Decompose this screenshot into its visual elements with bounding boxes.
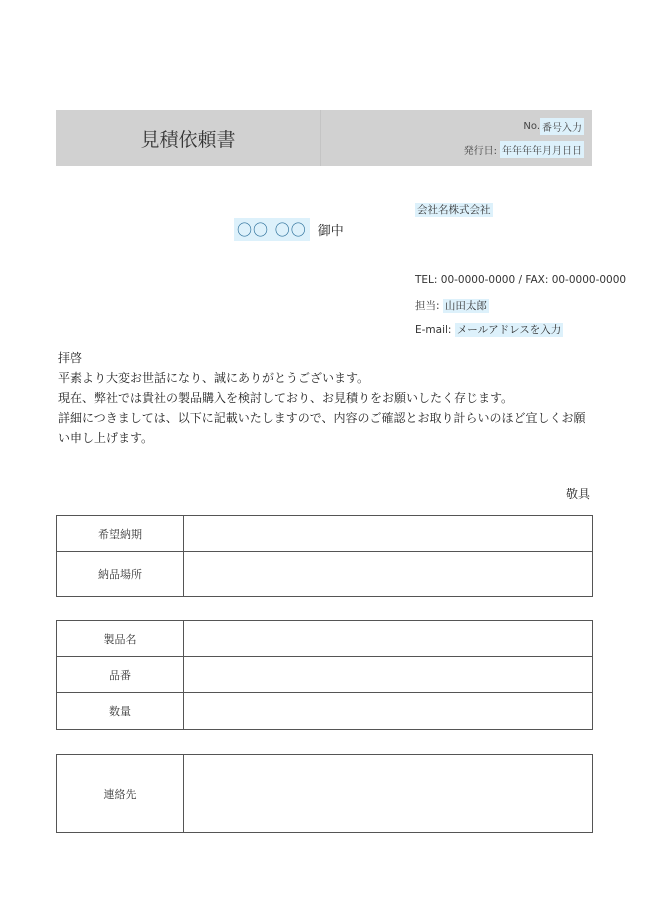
delivery-table [56, 515, 593, 597]
email-field[interactable]: メールアドレスを入力 [456, 324, 562, 336]
table-row [57, 657, 593, 693]
table-row [57, 552, 593, 597]
quantity-cell [184, 693, 593, 730]
table-row [57, 693, 593, 730]
email-line [415, 322, 563, 337]
letter-closing: 敬具 [565, 487, 590, 501]
desired-delivery-cell [184, 516, 593, 552]
table-row [57, 621, 593, 657]
person-line [415, 298, 489, 313]
recipient-name-field[interactable]: 〇〇 〇〇 [234, 218, 310, 241]
table-row [57, 755, 593, 833]
recipient [234, 218, 344, 241]
desired-delivery-label: 希望納期 [57, 516, 184, 552]
document-title: 見積依頼書 [56, 110, 321, 166]
letter-body [58, 348, 592, 448]
email-label: E-mail: [415, 324, 452, 336]
letter-line: 詳細につきましては、以下に記載いたしますので、内容のご確認とお取り計らいのほど宜しくお願い申し上げます。 [58, 411, 586, 445]
letter-opening: 拝啓 [58, 351, 83, 365]
quantity-label: 数量 [57, 693, 184, 730]
recipient-suffix: 御中 [317, 224, 344, 239]
number-field[interactable]: 番号入力 [540, 118, 584, 135]
issue-date-field[interactable]: 年年年年月月日日 [500, 141, 584, 158]
person-field[interactable]: 山田太郎 [444, 300, 487, 312]
header-meta [321, 110, 592, 166]
letter-line: 平素より大変お世話になり、誠にありがとうございます。 [58, 371, 370, 385]
company-name-field[interactable]: 会社名株式会社 [417, 204, 491, 216]
number-row [523, 118, 584, 135]
product-name-cell [184, 621, 593, 657]
company-line [415, 202, 493, 217]
part-number-label: 品番 [57, 657, 184, 693]
header-bar [56, 110, 592, 166]
number-label: No. [523, 121, 540, 132]
contact-label: 連絡先 [57, 755, 184, 833]
issue-date-label: 発行日: [463, 146, 497, 157]
letter-line: 現在、弊社では貴社の製品購入を検討しており、お見積りをお願いしたく存じます。 [58, 391, 514, 405]
delivery-place-label: 納品場所 [57, 552, 184, 597]
contact-table [56, 754, 593, 833]
person-label: 担当: [415, 300, 440, 312]
product-table [56, 620, 593, 730]
delivery-place-cell [184, 552, 593, 597]
issue-date-row [464, 141, 584, 158]
contact-cell [184, 755, 593, 833]
product-name-label: 製品名 [57, 621, 184, 657]
table-row [57, 516, 593, 552]
contact-line: TEL: 00-0000-0000 / FAX: 00-0000-0000 [415, 274, 627, 286]
part-number-cell [184, 657, 593, 693]
